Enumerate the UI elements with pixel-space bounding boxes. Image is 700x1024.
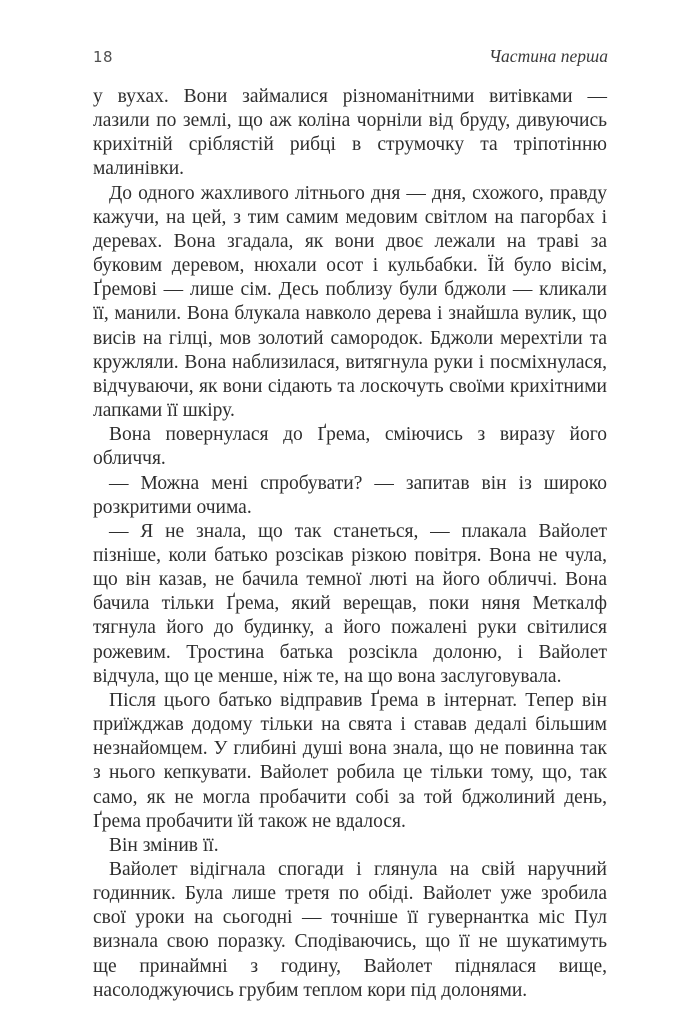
paragraph: — Я не знала, що так станеться, — плакала Вайолет пізніше, коли батько розсікав різкою повітря. Вона не чула, що він казав, не бачила темної люті на його обличчі. Вона бачила тільки Ґрема, який верещав, поки няня Меткалф тягнула його до будинку, а його пожалені руки світилися рожевим. Тростина батька розсікла долоню, і Вайолет відчула, що це менше, ніж те, на що вона заслуговувала. bbox=[93, 520, 607, 687]
paragraph: До одного жахливого літнього дня — дня, схожого, правду кажучи, на цей, з тим самим медовим світлом на пагорбах і деревах. Вона згадала, як вони двоє лежали на траві за буковим деревом, нюхали осот і кульбабки. Їй було вісім, Ґремові — лише сім. Десь поблизу були бджоли — кликали її, манили. Вона блукала навколо дерева і знайшла вулик, що висів на гілці, мов золотий самородок. Бджоли мерехтіли та кружляли. Вона наблизилася, витягнула руки і посміхнулася, відчуваючи, як вони сідають та лоскочуть своїми крихітними лапками її шкіру. bbox=[93, 182, 607, 422]
paragraph: — Можна мені спробувати? — запитав він із широко розкритими очима. bbox=[93, 472, 607, 518]
paragraph: Вайолет відігнала спогади і глянула на свій наручний годинник. Була лише третя по обіді. Вайолет уже зробила свої уроки на сьогодні — точніше її гувернантка міс Пул визнала свою поразку. Сподіваючись, що її не шукатимуть ще принаймні з годину, Вайолет піднялася вище, насолоджуючись грубим теплом кори під долонями. bbox=[93, 859, 607, 1001]
paragraph: у вухах. Вони займалися різноманітними витівками — лазили по землі, що аж коліна чорніли від бруду, дивуючись крихітній сріблястій рибці в струмочку та тріпотінню малинівки. bbox=[93, 86, 607, 180]
page-number: 18 bbox=[93, 48, 113, 66]
page-body bbox=[93, 85, 607, 1003]
paragraph: Він змінив її. bbox=[109, 834, 219, 856]
page-header bbox=[93, 46, 608, 67]
paragraph: Вона повернулася до Ґрема, сміючись з виразу його обличчя. bbox=[93, 424, 607, 470]
running-head: Частина перша bbox=[489, 46, 608, 66]
paragraph: Після цього батько відправив Ґрема в інтернат. Тепер він приїжджав додому тільки на свята і ставав дедалі більшим незнайомцем. У глибині душі вона знала, що не повинна так з нього кепкувати. Вайолет робила це тільки тому, що, так само, як не могла пробачити собі за той бджолиний день, Ґрема пробачити їй також не вдалося. bbox=[93, 689, 607, 832]
